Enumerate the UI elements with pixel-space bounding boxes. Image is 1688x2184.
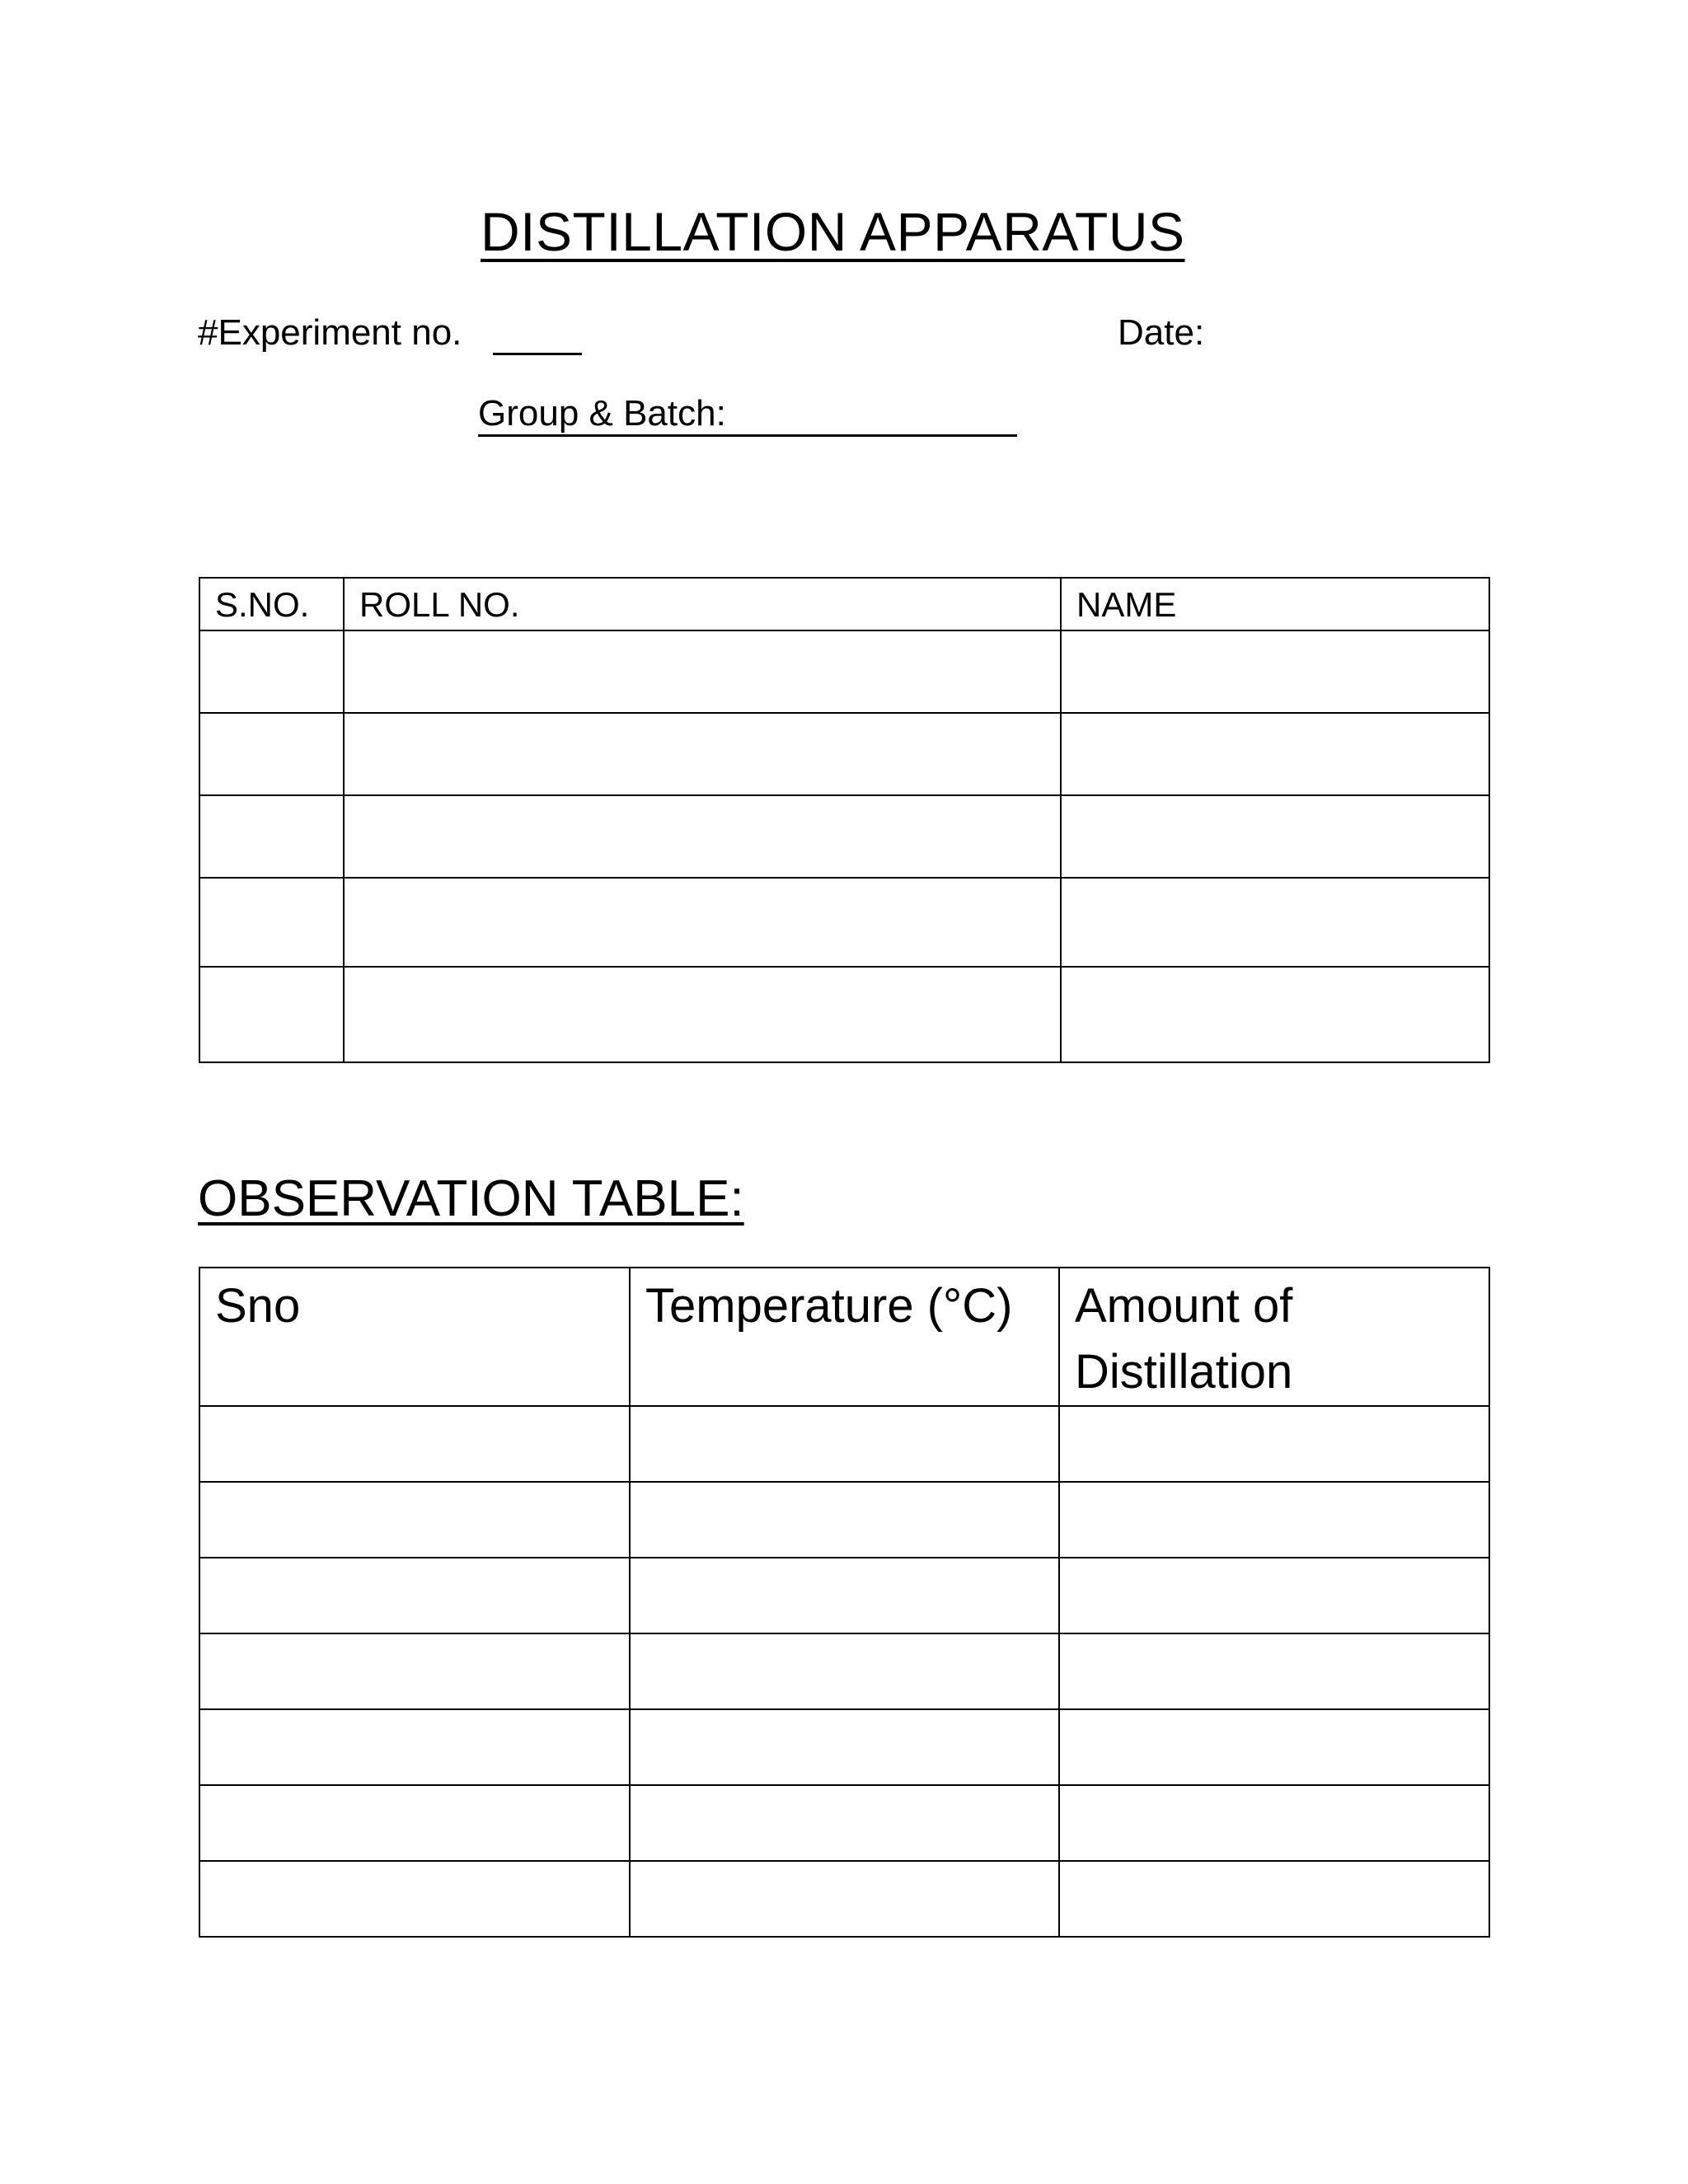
observation-table-heading: OBSERVATION TABLE:	[198, 1170, 744, 1227]
table-row	[199, 1633, 1489, 1709]
name-cell[interactable]	[1061, 713, 1489, 795]
amount-cell[interactable]	[1059, 1785, 1489, 1861]
table-row	[199, 1709, 1489, 1785]
temperature-cell[interactable]	[630, 1482, 1059, 1558]
experiment-number-blank[interactable]	[493, 353, 582, 355]
table-row	[199, 1406, 1489, 1482]
name-cell[interactable]	[1061, 967, 1489, 1062]
sno-cell[interactable]	[199, 878, 344, 967]
amount-cell[interactable]	[1059, 1633, 1489, 1709]
page-title: DISTILLATION APPARATUS	[481, 201, 1185, 262]
temperature-cell[interactable]	[630, 1633, 1059, 1709]
sno-cell[interactable]	[199, 967, 344, 1062]
table-row	[199, 1558, 1489, 1633]
sno-cell[interactable]	[199, 1709, 630, 1785]
sno-cell[interactable]	[199, 1861, 630, 1937]
roll-no-cell[interactable]	[344, 630, 1061, 713]
members-table	[199, 577, 1490, 1063]
members-header-row	[199, 578, 1489, 630]
temperature-cell[interactable]	[630, 1709, 1059, 1785]
column-header-roll-no: ROLL NO.	[344, 578, 1061, 630]
experiment-number-label: #Experiment no.	[198, 312, 462, 353]
roll-no-cell[interactable]	[344, 967, 1061, 1062]
temperature-cell[interactable]	[630, 1558, 1059, 1633]
observation-table	[199, 1267, 1490, 1938]
column-header-sno: S.NO.	[199, 578, 344, 630]
temperature-cell[interactable]	[630, 1861, 1059, 1937]
sno-cell[interactable]	[199, 1558, 630, 1633]
name-cell[interactable]	[1061, 630, 1489, 713]
column-header-amount-of-distillation: Amount of Distillation	[1059, 1268, 1489, 1406]
sno-cell[interactable]	[199, 1482, 630, 1558]
table-row	[199, 1785, 1489, 1861]
table-row	[199, 878, 1489, 967]
column-header-temperature: Temperature (°C)	[630, 1268, 1059, 1406]
sno-cell[interactable]	[199, 1633, 630, 1709]
name-cell[interactable]	[1061, 878, 1489, 967]
sno-cell[interactable]	[199, 713, 344, 795]
temperature-cell[interactable]	[630, 1406, 1059, 1482]
temperature-cell[interactable]	[630, 1785, 1059, 1861]
roll-no-cell[interactable]	[344, 878, 1061, 967]
amount-cell[interactable]	[1059, 1709, 1489, 1785]
observation-header-row	[199, 1268, 1489, 1406]
column-header-sno: Sno	[199, 1268, 630, 1406]
table-row	[199, 1482, 1489, 1558]
table-row	[199, 795, 1489, 878]
table-row	[199, 630, 1489, 713]
roll-no-cell[interactable]	[344, 795, 1061, 878]
sno-cell[interactable]	[199, 630, 344, 713]
name-cell[interactable]	[1061, 795, 1489, 878]
amount-cell[interactable]	[1059, 1861, 1489, 1937]
sno-cell[interactable]	[199, 1406, 630, 1482]
group-batch-blank[interactable]	[478, 434, 1017, 437]
date-label: Date:	[1118, 312, 1205, 353]
amount-cell[interactable]	[1059, 1406, 1489, 1482]
sno-cell[interactable]	[199, 1785, 630, 1861]
table-row	[199, 967, 1489, 1062]
group-batch-label: Group & Batch:	[478, 393, 726, 434]
table-row	[199, 713, 1489, 795]
sno-cell[interactable]	[199, 795, 344, 878]
table-row	[199, 1861, 1489, 1937]
roll-no-cell[interactable]	[344, 713, 1061, 795]
amount-cell[interactable]	[1059, 1558, 1489, 1633]
amount-cell[interactable]	[1059, 1482, 1489, 1558]
column-header-name: NAME	[1061, 578, 1489, 630]
